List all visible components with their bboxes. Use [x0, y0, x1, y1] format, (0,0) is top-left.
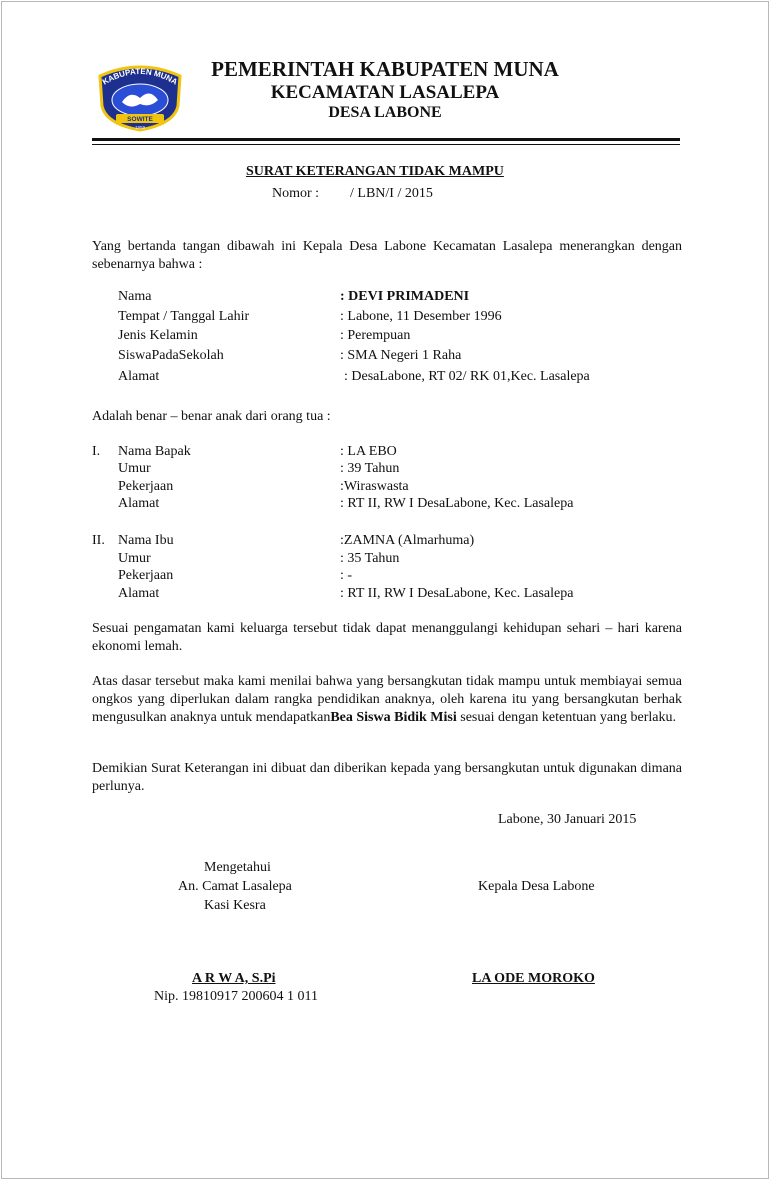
- kabupaten-muna-emblem: [94, 62, 186, 132]
- mother-value: : RT II, RW I DesaLabone, Kec. Lasalepa: [340, 586, 574, 601]
- mother-value: : -: [340, 568, 353, 583]
- svg-text:1959: 1959: [134, 125, 146, 130]
- village-head-title: Kepala Desa Labone: [478, 879, 595, 894]
- basis-text-after: sesuai dengan ketentuan yang berlaku.: [456, 710, 677, 725]
- closing-paragraph: Demikian Surat Keterangan ini dibuat dan diberikan kepada yang bersangkutan untuk digunakan dimana perlunya.: [92, 761, 682, 794]
- father-value: : 39 Tahun: [340, 461, 400, 476]
- mother-label: Pekerjaan: [118, 568, 174, 583]
- observation-paragraph: Sesuai pengamatan kami keluarga tersebut tidak dapat menanggulangi kehidupan sehari – hari karena ekonomi lemah.: [92, 621, 682, 654]
- intro-paragraph: Yang bertanda tangan dibawah ini Kepala Desa Labone Kecamatan Lasalepa menerangkan dengan sebenarnya bahwa :: [92, 239, 682, 272]
- kasi-label: Kasi Kesra: [204, 898, 266, 913]
- basis-paragraph: [92, 673, 682, 727]
- student-label: Nama: [118, 289, 152, 304]
- mother-label: Umur: [118, 551, 151, 566]
- father-value: :Wiraswasta: [340, 479, 409, 494]
- student-value: : SMA Negeri 1 Raha: [340, 348, 462, 363]
- father-label: Umur: [118, 461, 151, 476]
- nomor-label: Nomor :: [272, 186, 320, 201]
- header-rule-thick: [92, 138, 680, 141]
- father-label: Alamat: [118, 496, 160, 511]
- mother-label: Nama Ibu: [118, 533, 174, 548]
- father-label: Nama Bapak: [118, 444, 191, 459]
- svg-text:KABUPATEN MUNA: KABUPATEN MUNA: [100, 66, 180, 87]
- student-value: : Perempuan: [340, 328, 411, 343]
- svg-text:SOWITE: SOWITE: [127, 116, 153, 123]
- header-government: PEMERINTAH KABUPATEN MUNA: [211, 57, 559, 81]
- father-label: Pekerjaan: [118, 479, 174, 494]
- letter-title: SURAT KETERANGAN TIDAK MAMPU: [246, 164, 504, 179]
- father-value: : LA EBO: [340, 444, 397, 459]
- student-value: : Labone, 11 Desember 1996: [340, 309, 502, 324]
- mother-value: :ZAMNA (Almarhuma): [340, 533, 475, 548]
- header-village: DESA LABONE: [328, 104, 442, 121]
- mother-numeral: II.: [92, 533, 105, 548]
- mother-value: : 35 Tahun: [340, 551, 400, 566]
- father-numeral: I.: [92, 444, 101, 459]
- right-signatory-name: LA ODE MOROKO: [472, 971, 595, 986]
- left-signatory-nip: Nip. 19810917 200604 1 011: [154, 989, 318, 1004]
- student-label: Tempat / Tanggal Lahir: [118, 309, 250, 324]
- father-value: : RT II, RW I DesaLabone, Kec. Lasalepa: [340, 496, 574, 511]
- left-signatory-name: A R W A, S.Pi: [192, 971, 276, 986]
- parents-intro: Adalah benar – benar anak dari orang tua :: [92, 409, 331, 424]
- nomor-value: / LBN/I / 2015: [350, 186, 433, 201]
- basis-text-before: Atas dasar tersebut maka kami menilai bahwa yang bersangkutan tidak mampu untuk membiayai semua ongkos yang diperlukan dalam rangka pendidikan anaknya, oleh karena itu yang bersangkutan berhak mengusulkan anaknya untuk mendapatkan: [92, 674, 682, 725]
- camat-label: An. Camat Lasalepa: [178, 879, 292, 894]
- scholarship-name: Bea Siswa Bidik Misi: [330, 710, 457, 725]
- header-district: KECAMATAN LASALEPA: [270, 82, 500, 103]
- place-date: Labone, 30 Januari 2015: [498, 812, 637, 827]
- student-label: Alamat: [118, 369, 160, 384]
- student-value: : DEVI PRIMADENI: [340, 289, 470, 304]
- mother-label: Alamat: [118, 586, 160, 601]
- student-label: SiswaPadaSekolah: [118, 348, 224, 363]
- student-label: Jenis Kelamin: [118, 328, 198, 343]
- student-value: : DesaLabone, RT 02/ RK 01,Kec. Lasalepa: [344, 369, 590, 384]
- header-rule-thin: [92, 144, 680, 145]
- acknowledged-label: Mengetahui: [204, 860, 271, 875]
